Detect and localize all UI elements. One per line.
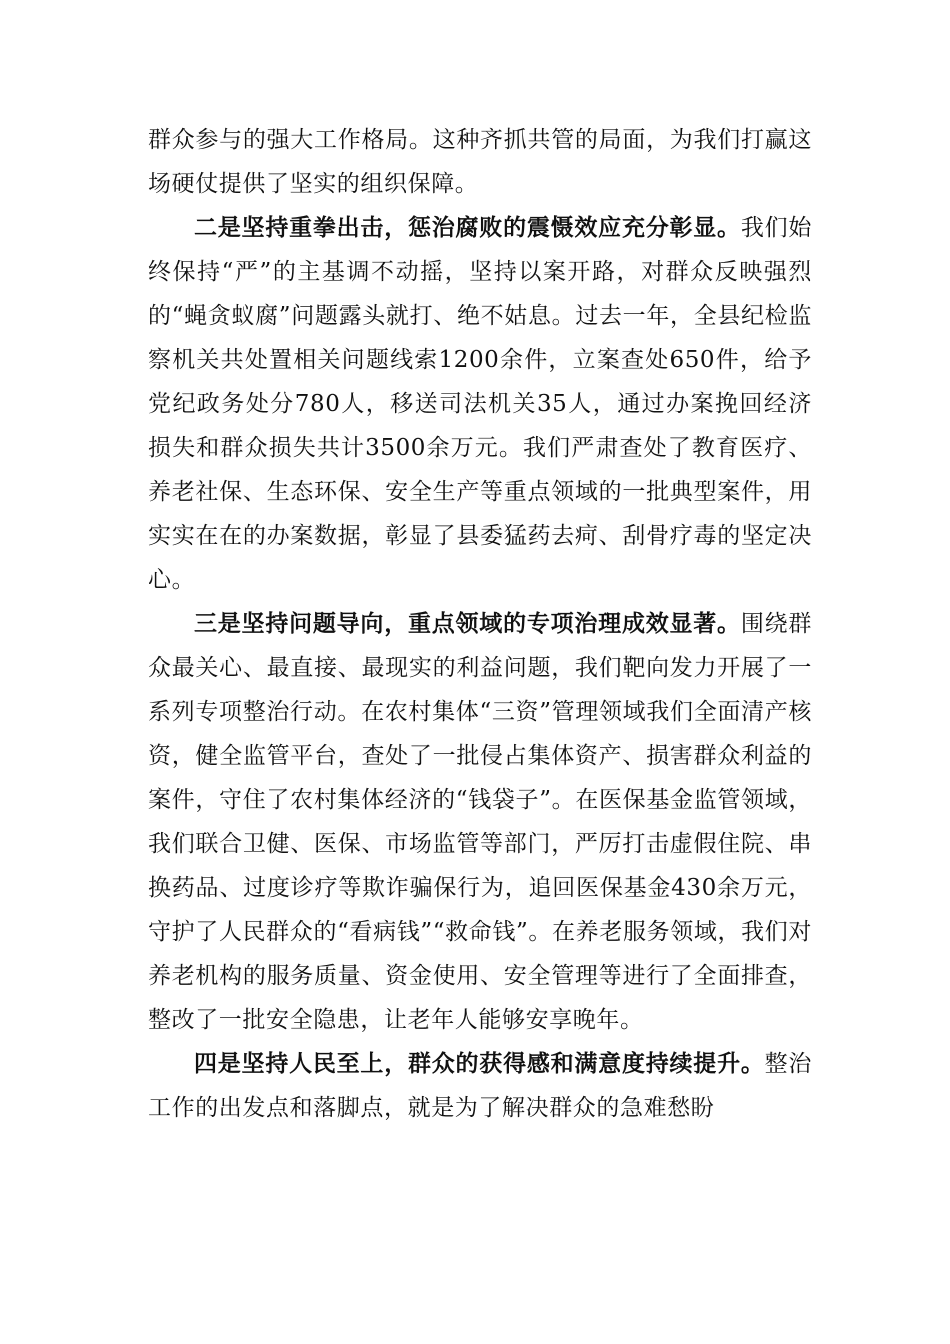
paragraph-text: 我们始终保持“严”的主基调不动摇，坚持以案开路，对群众反映强烈的“蝇贪蚁腐”问题露头就打、绝不姑息。过去一年，全县纪检监察机关共处置相关问题线索1200余件，立案查处650件，给予党纪政务处分780人，移送司法机关35人，通过办案挽回经济损失和群众损失共计3500余万元。我们严肃查处了教育医疗、养老社保、生态环保、安全生产等重点领域的一批典型案件，用实实在在的办案数据，彰显了县委猛药去疴、刮骨疗毒的坚定决心。 xyxy=(148,215,812,593)
paragraph-text: 围绕群众最关心、最直接、最现实的利益问题，我们靶向发力开展了一系列专项整治行动。在农村集体“三资”管理领域我们全面清产核资，健全监管平台，查处了一批侵占集体资产、损害群众利益的案件，守住了农村集体经济的“钱袋子”。在医保基金监管领域，我们联合卫健、医保、市场监管等部门，严厉打击虚假住院、串换药品、过度诊疗等欺诈骗保行为，追回医保基金430余万元，守护了人民群众的“看病钱”“救命钱”。在养老服务领域，我们对养老机构的服务质量、资金使用、安全管理等进行了全面排查，整改了一批安全隐患，让老年人能够安享晚年。 xyxy=(148,611,812,1033)
paragraph-heading: 四是坚持人民至上，群众的获得感和满意度持续提升。 xyxy=(194,1050,765,1077)
paragraph-point-two xyxy=(148,206,812,602)
paragraph-text: 整治工作的出发点和落脚点，就是为了解决群众的急难愁盼 xyxy=(148,1051,813,1121)
paragraph-text: 群众参与的强大工作格局。这种齐抓共管的局面，为我们打赢这场硬仗提供了坚实的组织保障。 xyxy=(148,127,812,197)
paragraph-point-three xyxy=(148,602,812,1042)
paragraph-heading: 三是坚持问题导向，重点领域的专项治理成效显著。 xyxy=(194,610,741,637)
paragraph-point-four xyxy=(148,1042,812,1130)
paragraph-heading: 二是坚持重拳出击，惩治腐败的震慑效应充分彰显。 xyxy=(194,214,741,241)
document-body xyxy=(148,118,812,1130)
paragraph-continuation xyxy=(148,118,812,206)
